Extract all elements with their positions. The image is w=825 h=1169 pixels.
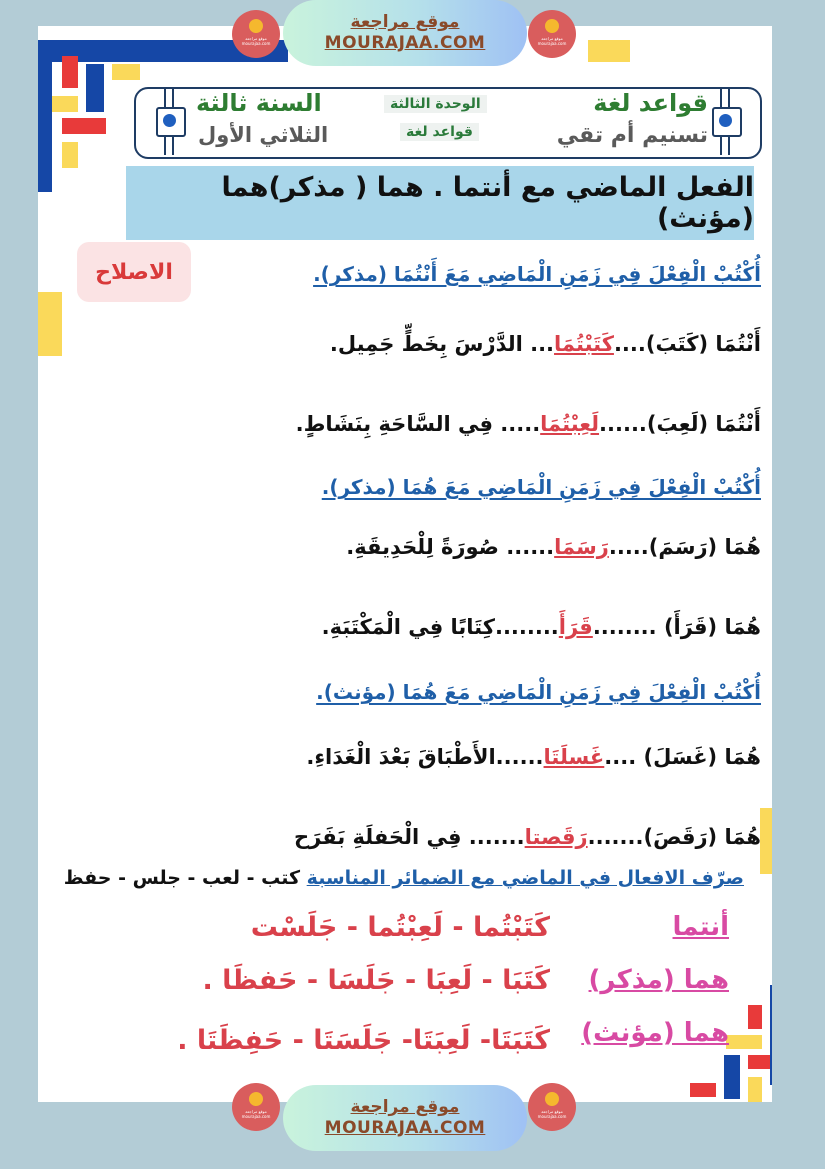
- grade-label: السنة ثالثة: [196, 89, 322, 117]
- logo-caption: موقع مراجعة mourajaa.com: [537, 35, 567, 46]
- banner-arabic: موقع مراجعة: [350, 1097, 460, 1117]
- banner-latin: MOURAJAA.COM: [324, 1118, 486, 1138]
- forms-text: كَتَبْتُما - لَعِبْتُما - جَلَسْت: [250, 912, 550, 943]
- sentence-prefix: هُمَا (رَسَمَ).....: [608, 535, 761, 559]
- conjugation-forms: [251, 912, 550, 943]
- deco-red-block: [748, 1005, 762, 1029]
- deco-yellow-block: [38, 292, 62, 356]
- deco-blue-block: [724, 1055, 740, 1099]
- deco-blue-line: [770, 985, 772, 1085]
- conjugation-row: [589, 965, 729, 995]
- sentence: [346, 535, 761, 559]
- conjugation-forms: [202, 965, 550, 996]
- sentence-prefix: أَنْتُمَا (لَعِبَ)......: [599, 412, 761, 436]
- site-logo-left: [232, 1083, 280, 1131]
- conjugation-instruction: [50, 867, 744, 889]
- sentence: [294, 825, 761, 849]
- correction-label: الاصلاح: [95, 259, 173, 285]
- instruction-huma-masc: أُكْتُبْ الْفِعْلَ فِي زَمَنِ الْمَاضِي مَعَ هُمَا (مذكر).: [321, 475, 761, 499]
- site-logo-left: [232, 10, 280, 58]
- lesson-title-band: [126, 166, 754, 240]
- unit-topic-label: قواعد لغة: [400, 123, 479, 141]
- instruction-huma-fem: أُكْتُبْ الْفِعْلَ فِي زَمَنِ الْمَاضِي مَعَ هُمَا (مؤنث).: [316, 680, 761, 704]
- answer-text: رَقَصتا: [524, 825, 588, 849]
- deco-yellow-block: [588, 40, 630, 62]
- conjugation-verbs: كتب - لعب - جلس - حفظ: [63, 867, 301, 889]
- deco-blue-bar-left: [38, 40, 52, 192]
- bolt-right-icon: [712, 99, 742, 143]
- site-banner-top[interactable]: [283, 0, 527, 66]
- deco-yellow-block: [748, 1077, 762, 1102]
- sentence-suffix: ......الأَطْبَاقَ بَعْدَ الْغَدَاءِ.: [306, 745, 544, 769]
- logo-caption: موقع مراجعة mourajaa.com: [537, 1108, 567, 1119]
- logo-caption: موقع مراجعة mourajaa.com: [241, 1108, 271, 1119]
- deco-red-block: [690, 1083, 716, 1097]
- sentence-suffix: ........كِتَابًا فِي الْمَكْتَبَةِ.: [321, 615, 559, 639]
- conjugation-instruction-text: صرّف الافعال في الماضي مع الضمائر المناسبة: [306, 867, 744, 889]
- pronoun-label: هما (مؤنث): [581, 1018, 729, 1048]
- answer-text: لَعِبْتُمَا: [540, 412, 600, 436]
- instruction-antuma: أُكْتُبْ الْفِعْلَ فِي زَمَنِ الْمَاضِي مَعَ أَنْتُمَا (مذكر).: [313, 262, 761, 286]
- deco-yellow-block: [760, 808, 772, 874]
- conjugation-forms: [177, 1025, 550, 1056]
- author-label: تسنيم أم تقي: [556, 123, 708, 148]
- logo-icon: [545, 19, 559, 33]
- sentence-prefix: هُمَا (رَقَصَ).......: [587, 825, 761, 849]
- sentence-suffix: ..... فِي السَّاحَةِ بِنَشَاطٍ.: [295, 412, 541, 436]
- forms-text: كَتَبَتَا- لَعِبَتَا- جَلَسَتَا - حَفِظَتَا .: [177, 1025, 550, 1056]
- logo-icon: [249, 19, 263, 33]
- logo-caption: موقع مراجعة mourajaa.com: [241, 35, 271, 46]
- site-logo-right: [528, 10, 576, 58]
- lesson-title: الفعل الماضي مع أنتما . هما ( مذكر)هما (مؤنث): [221, 172, 754, 234]
- deco-blue-block: [86, 64, 104, 112]
- site-banner-bottom[interactable]: [283, 1085, 527, 1151]
- deco-yellow-block: [62, 142, 78, 168]
- deco-red-block: [62, 118, 106, 134]
- sentence-prefix: هُمَا (غَسَلَ) ....: [604, 745, 761, 769]
- answer-text: قَرَأَ: [558, 615, 593, 639]
- term-label: الثلاثي الأول: [198, 123, 329, 147]
- deco-yellow-block: [52, 96, 78, 112]
- unit-label: الوحدة الثالثة: [384, 95, 487, 113]
- subject-label: قواعد لغة: [593, 89, 708, 117]
- sentence-prefix: هُمَا (قَرَأَ) ........: [592, 615, 761, 639]
- sentence-suffix: ... الدَّرْسَ بِخَطٍّ جَمِيل.: [329, 332, 555, 356]
- sentence: [330, 332, 761, 356]
- sentence-suffix: ....... فِي الْحَفلَةِ بَفَرَح: [294, 825, 525, 849]
- deco-yellow-block: [726, 1035, 762, 1049]
- bolt-left-icon: [156, 99, 186, 143]
- forms-text: كَتَبَا - لَعِبَا - جَلَسَا - حَفظَا .: [202, 965, 550, 996]
- conjugation-row: [673, 912, 729, 942]
- sentence: [322, 615, 761, 639]
- site-logo-right: [528, 1083, 576, 1131]
- logo-icon: [545, 1092, 559, 1106]
- deco-red-block: [748, 1055, 772, 1069]
- banner-arabic: موقع مراجعة: [350, 12, 460, 32]
- sentence-prefix: أَنْتُمَا (كَتَبَ)....: [613, 332, 761, 356]
- header-box: [134, 87, 762, 159]
- sentence: [296, 412, 761, 436]
- banner-latin: MOURAJAA.COM: [324, 33, 486, 53]
- pronoun-label: أنتما: [672, 912, 729, 942]
- answer-text: رَسَمَا: [554, 535, 609, 559]
- deco-red-block: [62, 56, 78, 88]
- answer-text: غَسلَتَا: [543, 745, 605, 769]
- answer-text: كَتَبْتُمَا: [554, 332, 614, 356]
- pronoun-label: هما (مذكر): [588, 965, 729, 995]
- conjugation-row: [581, 1018, 729, 1048]
- deco-yellow-block: [112, 64, 140, 80]
- sentence: [306, 745, 761, 769]
- logo-icon: [249, 1092, 263, 1106]
- sentence-suffix: ...... صُورَةً لِلْحَدِيقَةِ.: [346, 535, 555, 559]
- correction-badge: [77, 242, 191, 302]
